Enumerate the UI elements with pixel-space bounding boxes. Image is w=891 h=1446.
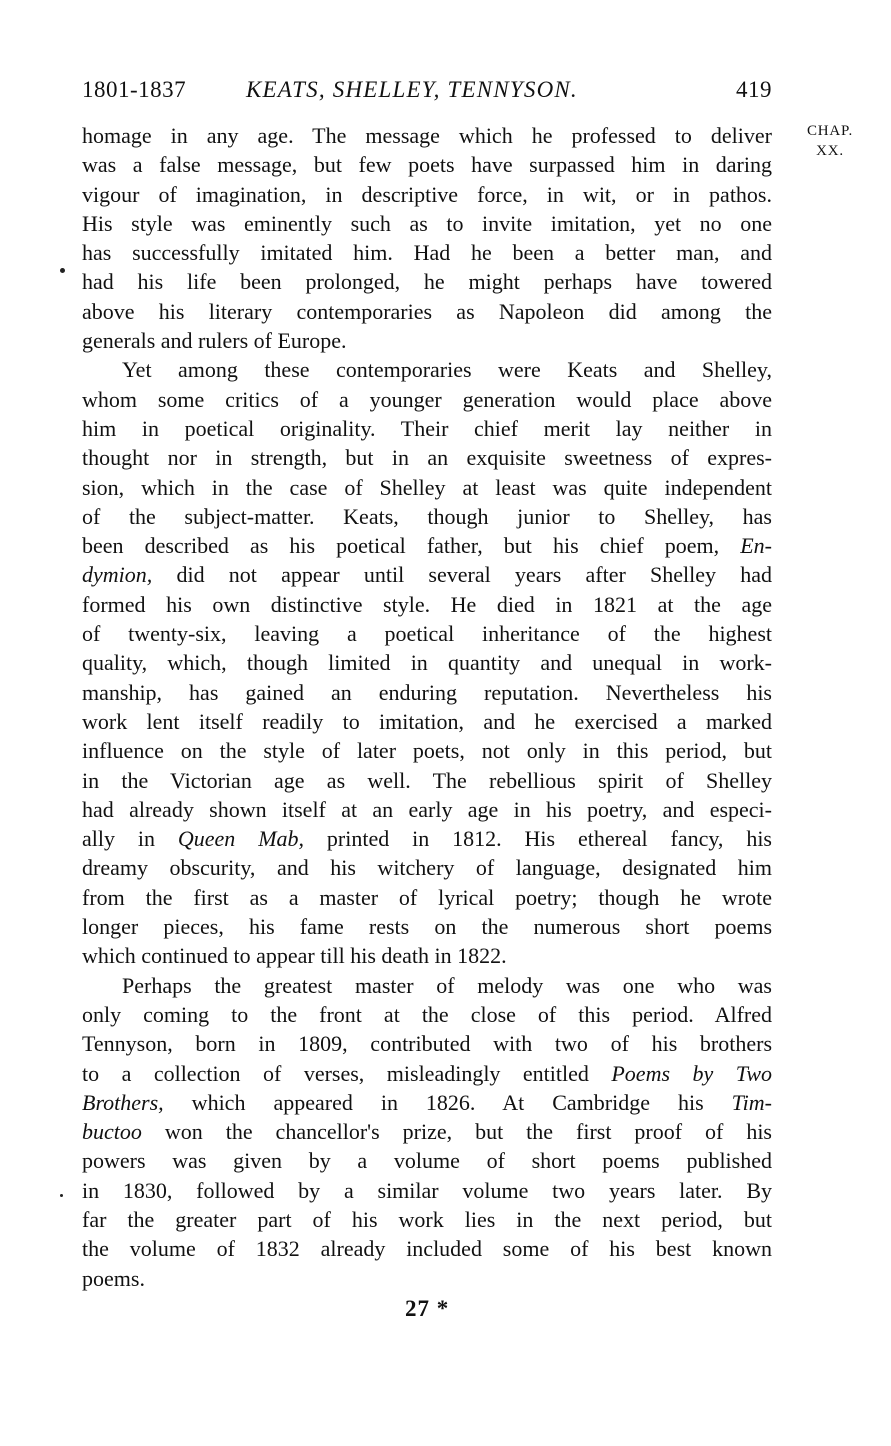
text-run: formed his own distinctive style. He died in 1821 at the age (82, 591, 772, 617)
text-run: had already shown itself at an early age in his poetry, and especi- (82, 796, 772, 822)
text-run: been described as his poetical father, but his chief poem, (82, 533, 741, 559)
text-line (82, 209, 772, 238)
text-line (82, 971, 772, 1000)
text-run: from the first as a master of lyrical poetry; though he wrote (82, 884, 772, 910)
margin-note-chap: CHAP. (806, 123, 854, 139)
page-number: 419 (736, 77, 772, 102)
text-run: homage in any age. The message which he professed to deliver (82, 123, 772, 148)
text-run: manship, has gained an enduring reputation. Nevertheless his (82, 679, 772, 705)
text-run: was a false message, but few poets have surpassed him in daring (82, 152, 772, 178)
text-run: ally in (82, 826, 178, 852)
italic-title: En- (740, 533, 772, 559)
text-line (82, 1234, 772, 1263)
text-run: His style was eminently such as to invite imitation, yet no one (82, 210, 772, 236)
text-line (82, 238, 772, 267)
text-line (82, 502, 772, 531)
margin-note-number: XX. (816, 143, 844, 159)
text-run: quality, which, though limited in quantity and unequal in work- (82, 650, 772, 676)
text-run: sion, which in the case of Shelley at least was quite independent (82, 474, 772, 500)
text-line (82, 941, 772, 970)
text-run: the volume of 1832 already included some of his best known (82, 1236, 772, 1262)
stray-ink-mark (60, 268, 65, 273)
text-line (82, 853, 772, 882)
text-run: vigour of imagination, in descriptive force, in wit, or in pathos. (82, 181, 772, 207)
text-run: Yet among these contemporaries were Keats and Shelley, (122, 357, 772, 383)
text-line (82, 678, 772, 707)
italic-title: Brothers, (82, 1089, 164, 1115)
text-run: generals and rulers of Europe. (82, 328, 347, 354)
text-run: has successfully imitated him. Had he been a better man, and (82, 240, 772, 266)
text-line (82, 619, 772, 648)
text-line (82, 795, 772, 824)
text-line (82, 326, 772, 355)
text-line (82, 1000, 772, 1029)
text-line (82, 414, 772, 443)
text-line (82, 1029, 772, 1058)
text-line (82, 473, 772, 502)
text-line (82, 297, 772, 326)
signature-mark: 27 * (405, 1296, 450, 1321)
text-line (82, 912, 772, 941)
text-run: to a collection of verses, misleadingly entitled (82, 1060, 612, 1086)
text-run: won the chancellor's prize, but the first proof of his (141, 1119, 772, 1145)
running-head-years: 1801-1837 (82, 77, 187, 102)
italic-title: dymion, (82, 562, 153, 588)
text-line (82, 180, 772, 209)
text-line (82, 443, 772, 472)
text-line (82, 1146, 772, 1175)
text-line (82, 560, 772, 589)
text-run: thought nor in strength, but in an exquisite sweetness of expres- (82, 445, 772, 471)
text-run: had his life been prolonged, he might perhaps have towered (82, 269, 772, 295)
text-run: powers was given by a volume of short poems published (82, 1148, 772, 1174)
chapter-margin-note (790, 121, 870, 161)
text-run: did not appear until several years after Shelley had (152, 562, 772, 588)
italic-title: Tim- (731, 1089, 772, 1115)
text-line (82, 766, 772, 795)
text-run: of twenty-six, leaving a poetical inheritance of the highest (82, 621, 772, 647)
text-line (82, 648, 772, 677)
text-line (82, 883, 772, 912)
text-run: of the subject-matter. Keats, though junior to Shelley, has (82, 503, 772, 529)
body-text (82, 121, 772, 1293)
text-run: poems. (82, 1265, 145, 1291)
text-line (82, 531, 772, 560)
text-line (82, 1264, 772, 1293)
italic-title: buctoo (82, 1119, 142, 1145)
text-run: which appeared in 1826. At Cambridge his (163, 1089, 732, 1115)
text-run: in 1830, followed by a similar volume two years later. By (82, 1177, 772, 1203)
text-run: work lent itself readily to imitation, and he exercised a marked (82, 708, 772, 734)
text-run: influence on the style of later poets, not only in this period, but (82, 738, 772, 764)
text-line (82, 1059, 772, 1088)
running-head-title: KEATS, SHELLEY, TENNYSON. (246, 77, 578, 102)
text-run: Perhaps the greatest master of melody was one who was (122, 972, 772, 998)
text-line (82, 1205, 772, 1234)
text-run: which continued to appear till his death in 1822. (82, 943, 507, 969)
italic-title: Queen Mab, (177, 826, 305, 852)
text-line (82, 1176, 772, 1205)
text-run: whom some critics of a younger generation would place above (82, 386, 772, 412)
text-run: in the Victorian age as well. The rebellious spirit of Shelley (82, 767, 772, 793)
text-line (82, 736, 772, 765)
text-line (82, 355, 772, 384)
text-line (82, 267, 772, 296)
text-run: only coming to the front at the close of this period. Alfred (82, 1001, 772, 1027)
text-run: Tennyson, born in 1809, contributed with two of his brothers (82, 1031, 772, 1057)
italic-title: Poems by Two (611, 1060, 772, 1086)
running-head (82, 74, 772, 106)
text-run: longer pieces, his fame rests on the numerous short poems (82, 914, 772, 940)
text-line (82, 590, 772, 619)
stray-ink-mark (60, 1194, 63, 1197)
text-run: dreamy obscurity, and his witchery of language, designated him (82, 855, 772, 881)
text-run: far the greater part of his work lies in the next period, but (82, 1206, 772, 1232)
text-line (82, 824, 772, 853)
text-run: above his literary contemporaries as Napoleon did among the (82, 298, 772, 324)
text-line (82, 1088, 772, 1117)
text-line (82, 121, 772, 150)
text-line (82, 1117, 772, 1146)
text-line (82, 707, 772, 736)
text-line (82, 385, 772, 414)
text-line (82, 150, 772, 179)
text-run: printed in 1812. His ethereal fancy, his (304, 826, 772, 852)
text-run: him in poetical originality. Their chief merit lay neither in (82, 415, 772, 441)
